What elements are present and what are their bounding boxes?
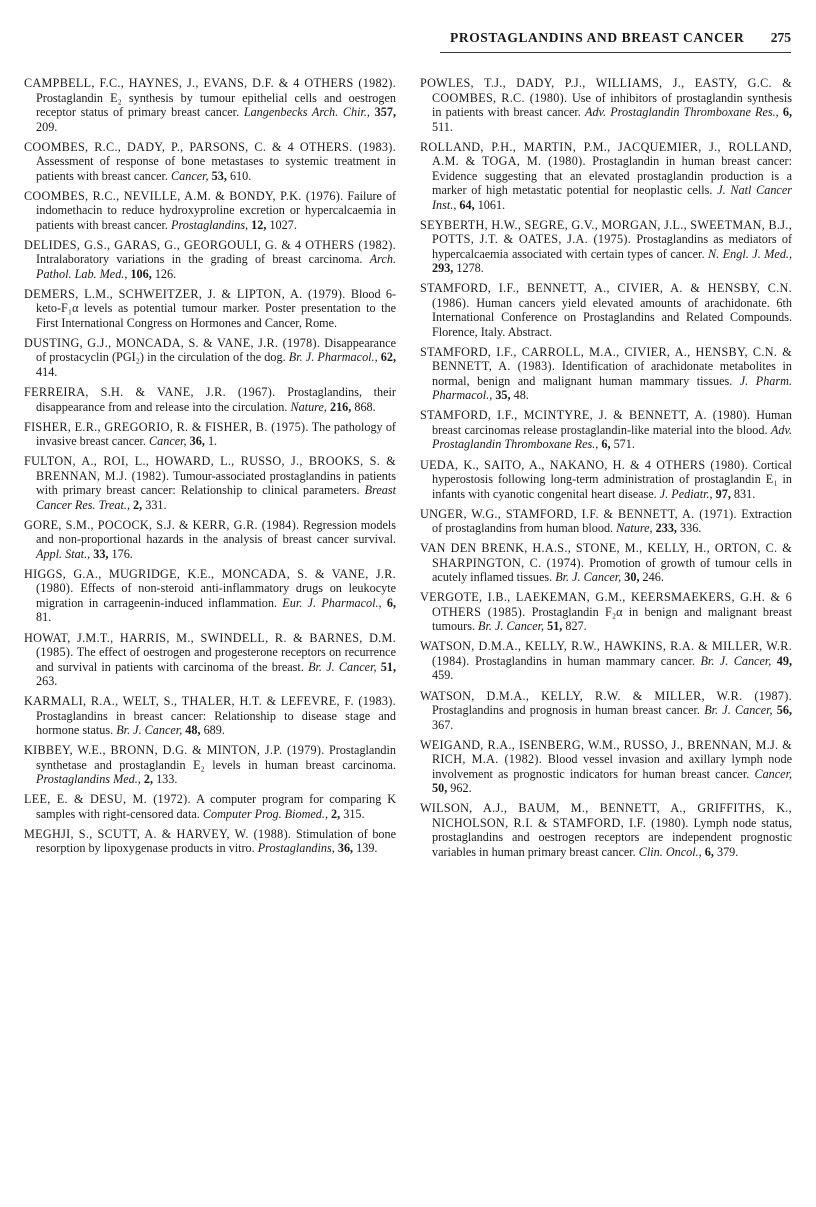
reference-entry [24, 567, 396, 625]
reference-volume: 216, [329, 399, 352, 414]
reference-title: Prostaglandin synthetase and prostaglandin E₂ levels in human breast carcinoma. [36, 743, 396, 772]
reference-pages: 246. [642, 570, 664, 585]
reference-entry [24, 140, 396, 184]
reference-volume: 2, [143, 772, 154, 787]
reference-entry [24, 694, 396, 738]
reference-authors: SEYBERTH, H.W., SEGRE, G.V., MORGAN, J.L., SWEETMAN, B.J., POTTS, J.T. & OATES, J.A. (1975). [420, 217, 792, 247]
reference-pages: 176. [111, 546, 133, 561]
reference-volume: 35, [495, 388, 511, 403]
reference-volume: 36, [337, 841, 354, 856]
reference-title: Prostaglandin F₂α in benign and malignant breast tumours. [432, 604, 793, 634]
reference-authors: HOWAT, J.M.T., HARRIS, M., SWINDELL, R. & BARNES, D.M. (1985). [24, 630, 396, 660]
reference-entry [24, 518, 396, 562]
reference-volume: 30, [624, 570, 640, 585]
reference-journal: Br. J. Cancer, [478, 619, 545, 634]
reference-title: A computer program for comparing K samples with right-censored data. [36, 792, 397, 821]
reference-volume: 233, [655, 521, 677, 536]
reference-volume: 62, [380, 350, 397, 365]
reference-pages: 126. [154, 266, 177, 281]
reference-pages: 1278. [456, 261, 484, 276]
reference-authors: ROLLAND, P.H., MARTIN, P.M., JACQUEMIER, J., ROLLAND, A.M. & TOGA, M. (1980). [420, 139, 792, 169]
reference-title: Prostaglandin in human breast cancer: Evidence suggesting that an elevated prostaglandin production is a marker of high metastatic potential for neoplastic cells. [432, 154, 793, 198]
reference-journal: Clin. Oncol., [638, 844, 702, 859]
reference-authors: VERGOTE, I.B., LAEKEMAN, G.M., KEERSMAEKERS, G.H. & 6 OTHERS (1985). [420, 590, 792, 619]
reference-volume: 51, [380, 659, 396, 674]
reference-journal: Prostaglandins, [257, 841, 335, 856]
reference-title: Regression models and non-proportional hazards in the analysis of breast cancer survival. [36, 517, 396, 547]
reference-title: Prostaglandins and prognosis in human breast cancer. [432, 703, 700, 718]
reference-authors: GORE, S.M., POCOCK, S.J. & KERR, G.R. (1984). [24, 517, 300, 532]
reference-pages: 511. [432, 119, 453, 134]
reference-title: Prostaglandins in breast cancer: Relationship to disease stage and hormone status. [36, 708, 396, 738]
reference-authors: MEGHJI, S., SCUTT, A. & HARVEY, W. (1988). [24, 826, 292, 841]
reference-pages: 1061. [477, 197, 506, 212]
reference-entry [24, 238, 396, 282]
reference-pages: 48. [513, 388, 529, 403]
reference-title: Prostaglandins in human mammary cancer. [475, 653, 695, 668]
reference-entry [420, 639, 792, 683]
reference-volume: 97, [715, 486, 731, 501]
reference-volume: 106, [130, 266, 152, 281]
reference-authors: VAN DEN BRENK, H.A.S., STONE, M., KELLY, H., ORTON, C. & SHARPINGTON, C. (1974). [420, 541, 792, 570]
reference-volume: 49, [776, 653, 793, 668]
reference-volume: 53, [211, 168, 227, 183]
reference-journal: Br. J. Cancer, [700, 653, 772, 668]
reference-authors: STAMFORD, I.F., MCINTYRE, J. & BENNETT, A. (1980). [420, 408, 751, 423]
reference-title: Stimulation of bone resorption by lipoxygenase products in vitro. [36, 826, 397, 856]
reference-entry [24, 454, 396, 512]
reference-entry [24, 827, 396, 856]
reference-authors: FERREIRA, S.H. & VANE, J.R. (1967). [24, 385, 276, 400]
reference-journal: Langenbecks Arch. Chir., [243, 105, 370, 119]
reference-authors: HIGGS, G.A., MUGRIDGE, K.E., MONCADA, S. & VANE, J.R. (1980). [24, 566, 396, 596]
reference-authors: KARMALI, R.A., WELT, S., THALER, H.T. & LEFEVRE, F. (1983). [24, 694, 396, 709]
reference-volume: 33, [93, 546, 109, 561]
reference-title: Prostaglandins, their disappearance from and release into the circulation. [36, 385, 396, 414]
reference-pages: 336. [680, 521, 702, 536]
reference-pages: 610. [229, 168, 252, 183]
reference-entry [420, 541, 792, 585]
reference-pages: 263. [36, 674, 58, 689]
reference-authors: UNGER, W.G., STAMFORD, I.F. & BENNETT, A. (1971). [420, 506, 737, 521]
reference-volume: 2, [331, 806, 341, 821]
reference-journal: Prostaglandins, [171, 217, 249, 232]
reference-journal: Nature, [290, 399, 327, 414]
reference-journal: Br. J. Cancer, [704, 703, 773, 718]
reference-volume: 64, [459, 197, 475, 212]
reference-entry [420, 345, 792, 403]
reference-pages: 827. [565, 619, 587, 634]
reference-entry [24, 76, 396, 134]
reference-entry [420, 590, 792, 634]
reference-pages: 209. [36, 119, 58, 134]
reference-column-right [420, 76, 792, 865]
reference-journal: Br. J. Cancer, [308, 659, 377, 674]
reference-entry [420, 689, 792, 733]
reference-entry [420, 738, 792, 796]
reference-title: The effect of oestrogen and progesterone receptors on recurrence and survival in patients with carcinoma of the breast. [36, 645, 396, 674]
reference-authors: STAMFORD, I.F., BENNETT, A., CIVIER, A. & HENSBY, C.N. (1986). [420, 281, 792, 310]
reference-title: Prostaglandin E₂ synthesis by tumour epithelial cells and oestrogen receptor status of primary breast cancer. [36, 90, 396, 119]
reference-authors: FISHER, E.R., GREGORIO, R. & FISHER, B. (1975). [24, 419, 309, 434]
reference-journal: J. Pharm. Pharmacol., [432, 373, 792, 403]
reference-title: Use of inhibitors of prostaglandin synthesis in patients with breast cancer. [432, 90, 793, 119]
reference-pages: 962. [450, 781, 472, 796]
reference-entry [24, 631, 396, 689]
reference-entry [24, 420, 396, 449]
reference-entry [420, 140, 792, 213]
reference-title: Identification of arachidonate metabolites in normal, benign and malignant human mammary tissues. [432, 359, 793, 388]
running-title: PROSTAGLANDINS AND BREAST CANCER [450, 30, 745, 45]
reference-volume: 50, [432, 781, 448, 796]
reference-volume: 6, [782, 105, 793, 119]
reference-pages: 379. [716, 844, 739, 859]
reference-volume: 6, [704, 844, 714, 859]
reference-pages: 81. [36, 610, 52, 625]
reference-authors: LEE, E. & DESU, M. (1972). [24, 792, 191, 807]
reference-pages: 831. [733, 486, 756, 501]
reference-authors: DUSTING, G.J., MONCADA, S. & VANE, J.R. (1978). [24, 335, 321, 350]
reference-journal: Cancer, [171, 168, 209, 183]
reference-title: Human breast carcinomas release prostaglandin-like material into the blood. [432, 408, 792, 437]
page-header [440, 30, 791, 50]
reference-volume: 12, [251, 217, 267, 232]
header-rule [440, 52, 791, 53]
reference-pages: 459. [432, 668, 454, 683]
reference-journal: Nature, [616, 521, 653, 536]
reference-title: Cortical hyperostosis following long-term administration of prostaglandin E₁ in infants with cyanotic congenital heart disease. [432, 457, 792, 501]
reference-entry [420, 76, 792, 134]
reference-authors: WATSON, D.M.A., KELLY, R.W. & MILLER, W.R. (1987). [420, 688, 792, 703]
reference-volume: 2, [133, 497, 143, 512]
reference-title: Blood vessel invasion and axillary lymph node involvement as prognostic indicators for human breast cancer. [432, 752, 792, 781]
reference-journal: Adv. Prostaglandin Thromboxane Res., [432, 422, 792, 452]
reference-pages: 414. [36, 364, 58, 379]
reference-column-left [24, 76, 396, 862]
reference-entry [420, 458, 792, 502]
reference-title: Blood 6-keto-F₁α levels as potential tumour marker. Poster presentation to the First International Congress on Hormones and Cancer, Rome. [36, 286, 397, 330]
reference-entry [24, 336, 396, 380]
reference-pages: 571. [613, 437, 635, 452]
reference-journal: Br. J. Cancer, [555, 570, 622, 585]
reference-journal: Appl. Stat., [36, 546, 91, 561]
reference-pages: 315. [343, 806, 365, 821]
reference-title: Disappearance of prostacyclin (PGI₂) in the circulation of the dog. [36, 335, 397, 365]
reference-authors: UEDA, K., SAITO, A., NAKANO, H. & 4 OTHERS (1980). [420, 457, 749, 472]
reference-volume: 48, [185, 723, 201, 738]
reference-journal: Adv. Prostaglandin Thromboxane Res., [585, 105, 779, 119]
reference-authors: CAMPBELL, F.C., HAYNES, J., EVANS, D.F. & 4 OTHERS (1982). [24, 76, 396, 90]
reference-journal: Breast Cancer Res. Treat., [36, 483, 397, 512]
reference-journal: J. Natl Cancer Inst., [432, 183, 792, 212]
reference-volume: 51, [547, 619, 563, 634]
reference-authors: WILSON, A.J., BAUM, M., BENNETT, A., GRIFFITHS, K., NICHOLSON, R.I. & STAMFORD, I.F. (1980). [420, 801, 792, 830]
reference-volume: 6, [601, 437, 611, 452]
reference-entry [24, 385, 396, 414]
reference-authors: WATSON, D.M.A., KELLY, R.W., HAWKINS, R.A. & MILLER, W.R. (1984). [420, 639, 792, 668]
reference-authors: KIBBEY, W.E., BRONN, D.G. & MINTON, J.P. (1979). [24, 743, 325, 758]
reference-pages: 1. [207, 434, 218, 449]
reference-pages: 868. [354, 399, 376, 414]
reference-entry [420, 218, 792, 276]
reference-title: Prostaglandins as mediators of hypercalcaemia associated with certain types of cancer. [432, 232, 792, 261]
reference-title: Human cancers yield elevated amounts of arachidonate. 6th International Conference on Prostaglandins and Related Compounds. Florence, Italy. Abstract. [432, 295, 793, 339]
reference-journal: N. Engl. J. Med., [708, 246, 793, 261]
reference-entry [420, 801, 792, 859]
reference-authors: COOMBES, R.C., DADY, P., PARSONS, C. & 4 OTHERS. (1983). [24, 139, 396, 154]
reference-journal: Eur. J. Pharmacol., [282, 595, 382, 610]
reference-authors: DELIDES, G.S., GARAS, G., GEORGOULI, G. & 4 OTHERS (1982). [24, 237, 396, 252]
reference-title: Tumour-associated prostaglandins in patients with primary breast cancer: Relationship to clinical parameters. [36, 468, 396, 498]
reference-volume: 36, [189, 434, 205, 449]
reference-volume: 6, [386, 595, 397, 610]
reference-volume: 56, [776, 703, 792, 718]
reference-authors: DEMERS, L.M., SCHWEITZER, J. & LIPTON, A. (1979). [24, 286, 346, 301]
reference-title: Promotion of growth of tumour cells in acutely inflamed tissues. [432, 555, 792, 585]
reference-title: Intralaboratory variations in the grading of breast carcinoma. [36, 252, 363, 267]
page-number: 275 [770, 30, 791, 45]
reference-entry [420, 281, 792, 339]
reference-pages: 1027. [269, 217, 297, 232]
reference-volume: 357, [374, 105, 396, 119]
reference-entry [24, 792, 396, 821]
reference-pages: 139. [356, 841, 378, 856]
reference-volume: 293, [432, 261, 454, 276]
reference-authors: COOMBES, R.C., NEVILLE, A.M. & BONDY, P.K. (1976). [24, 188, 344, 203]
reference-title: Assessment of response of bone metastases to systemic treatment in patients with breast cancer. [36, 154, 396, 183]
reference-journal: Prostaglandins Med., [36, 772, 141, 787]
reference-authors: POWLES, T.J., DADY, P.J., WILLIAMS, J., EASTY, G.C. & COOMBES, R.C. (1980). [420, 76, 792, 105]
reference-journal: Cancer, [754, 766, 793, 781]
reference-journal: Arch. Pathol. Lab. Med., [36, 252, 397, 281]
reference-journal: Cancer, [149, 434, 187, 449]
reference-authors: STAMFORD, I.F., CARROLL, M.A., CIVIER, A., HENSBY, C.N. & BENNETT, A. (1983). [420, 344, 792, 374]
reference-entry [24, 287, 396, 331]
reference-entry [24, 189, 396, 233]
reference-entry [420, 507, 792, 536]
reference-pages: 133. [156, 772, 178, 787]
reference-authors: WEIGAND, R.A., ISENBERG, W.M., RUSSO, J., BRENNAN, M.J. & RICH, M.A. (1982). [420, 737, 792, 767]
reference-entry [24, 743, 396, 787]
reference-title: The pathology of invasive breast cancer. [36, 419, 396, 449]
reference-journal: Br. J. Cancer, [116, 723, 183, 738]
reference-title: Extraction of prostaglandins from human blood. [432, 506, 793, 536]
reference-title: Lymph node status, prostaglandins and oestrogen receptors are independent prognostic variables in human primary breast cancer. [432, 815, 792, 859]
reference-journal: Br. J. Pharmacol., [288, 350, 378, 365]
reference-authors: FULTON, A., ROI, L., HOWARD, L., RUSSO, J., BROOKS, S. & BRENNAN, M.J. (1982). [24, 454, 396, 483]
reference-pages: 331. [145, 497, 167, 512]
reference-entry [420, 408, 792, 452]
reference-title: Effects of non-steroid anti-inflammatory drugs on leukocyte migration in carrageenin-induced inflammation. [36, 581, 396, 610]
reference-pages: 689. [203, 723, 225, 738]
reference-journal: Computer Prog. Biomed., [202, 806, 328, 821]
reference-journal: J. Pediatr., [659, 486, 713, 501]
reference-pages: 367. [432, 717, 454, 732]
reference-title: Failure of indomethacin to reduce hydroxyproline excretion or hypercalcaemia in patients with breast cancer. [36, 188, 396, 232]
